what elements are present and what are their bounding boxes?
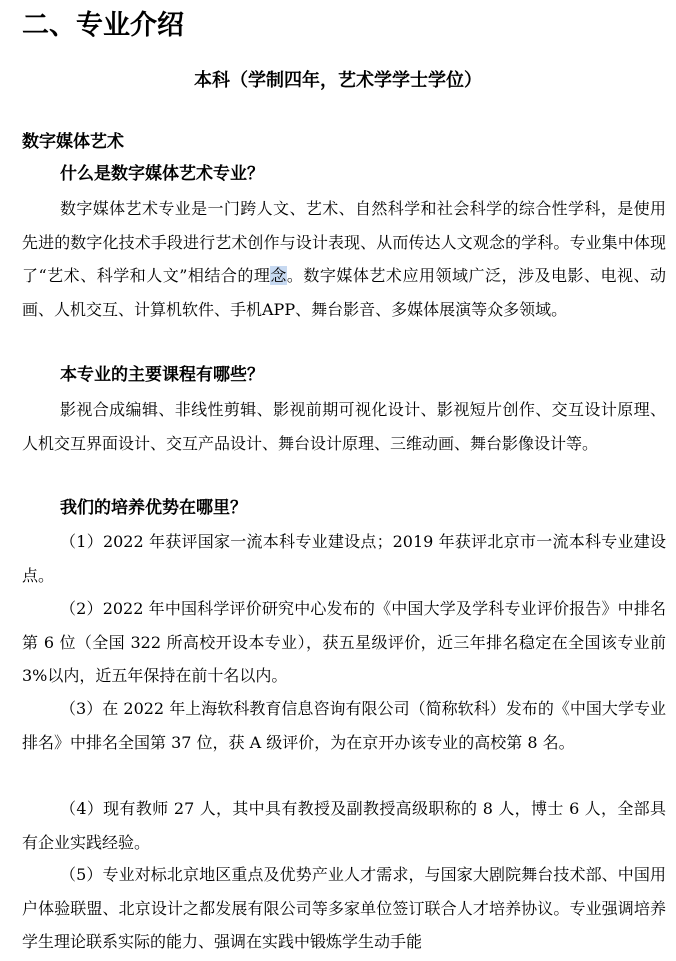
question-advantages: 我们的培养优势在哪里？: [60, 498, 247, 518]
question-what-is: 什么是数字媒体艺术专业？: [60, 164, 264, 184]
selected-text-highlight[interactable]: 念: [270, 266, 287, 285]
section-heading: 二、专业介绍: [22, 10, 184, 41]
intro-text-before: 数字媒体艺术专业是一门跨人文、艺术、自然科学和社会科学的综合性学科，是使用先进的数字化技术手段进行艺术创作与设计表现、从而传达人文观念的学科。专业集中体现了“艺术、科学和人文”相结合的理: [22, 199, 666, 285]
major-name: 数字媒体艺术: [22, 132, 124, 152]
paragraph-courses: 影视合成编辑、非线性剪辑、影视前期可视化设计、影视短片创作、交互设计原理、人机交互界面设计、交互产品设计、舞台设计原理、三维动画、舞台影像设计等。: [22, 400, 666, 453]
paragraph-advantage-4: （4）现有教师 27 人，其中具有教授及副教授高级职称的 8 人，博士 6 人，全部具有企业实践经验。: [22, 799, 666, 852]
paragraph-intro: [22, 192, 666, 326]
paragraph-advantage-5: （5）专业对标北京地区重点及优势产业人才需求，与国家大剧院舞台技术部、中国用户体验联盟、北京设计之都发展有限公司等多家单位签订联合人才培养协议。专业强调培养学生理论联系实际的能力、强调在实践中锻炼学生动手能: [22, 865, 666, 951]
degree-subtitle: 本科（学制四年，艺术学学士学位）: [194, 70, 482, 91]
intro-text-after: 。数字媒体艺术应用领域广泛，涉及电影、电视、动画、人机交互、计算机软件、手机APP、舞台影音、多媒体展演等众多领域。: [22, 266, 666, 319]
question-courses: 本专业的主要课程有哪些？: [60, 365, 264, 385]
paragraph-advantage-2: （2）2022 年中国科学评价研究中心发布的《中国大学及学科专业评价报告》中排名第 6 位（全国 322 所高校开设本专业），获五星级评价，近三年排名稳定在全国该专业前 3%以内，近五年保持在前十名以内。: [22, 599, 666, 685]
paragraph-advantage-3: （3）在 2022 年上海软科教育信息咨询有限公司（简称软科）发布的《中国大学专业排名》中排名全国第 37 位，获 A 级评价，为在京开办该专业的高校第 8 名。: [22, 699, 666, 752]
paragraph-advantage-1: （1）2022 年获评国家一流本科专业建设点；2019 年获评北京市一流本科专业建设点。: [22, 532, 666, 585]
